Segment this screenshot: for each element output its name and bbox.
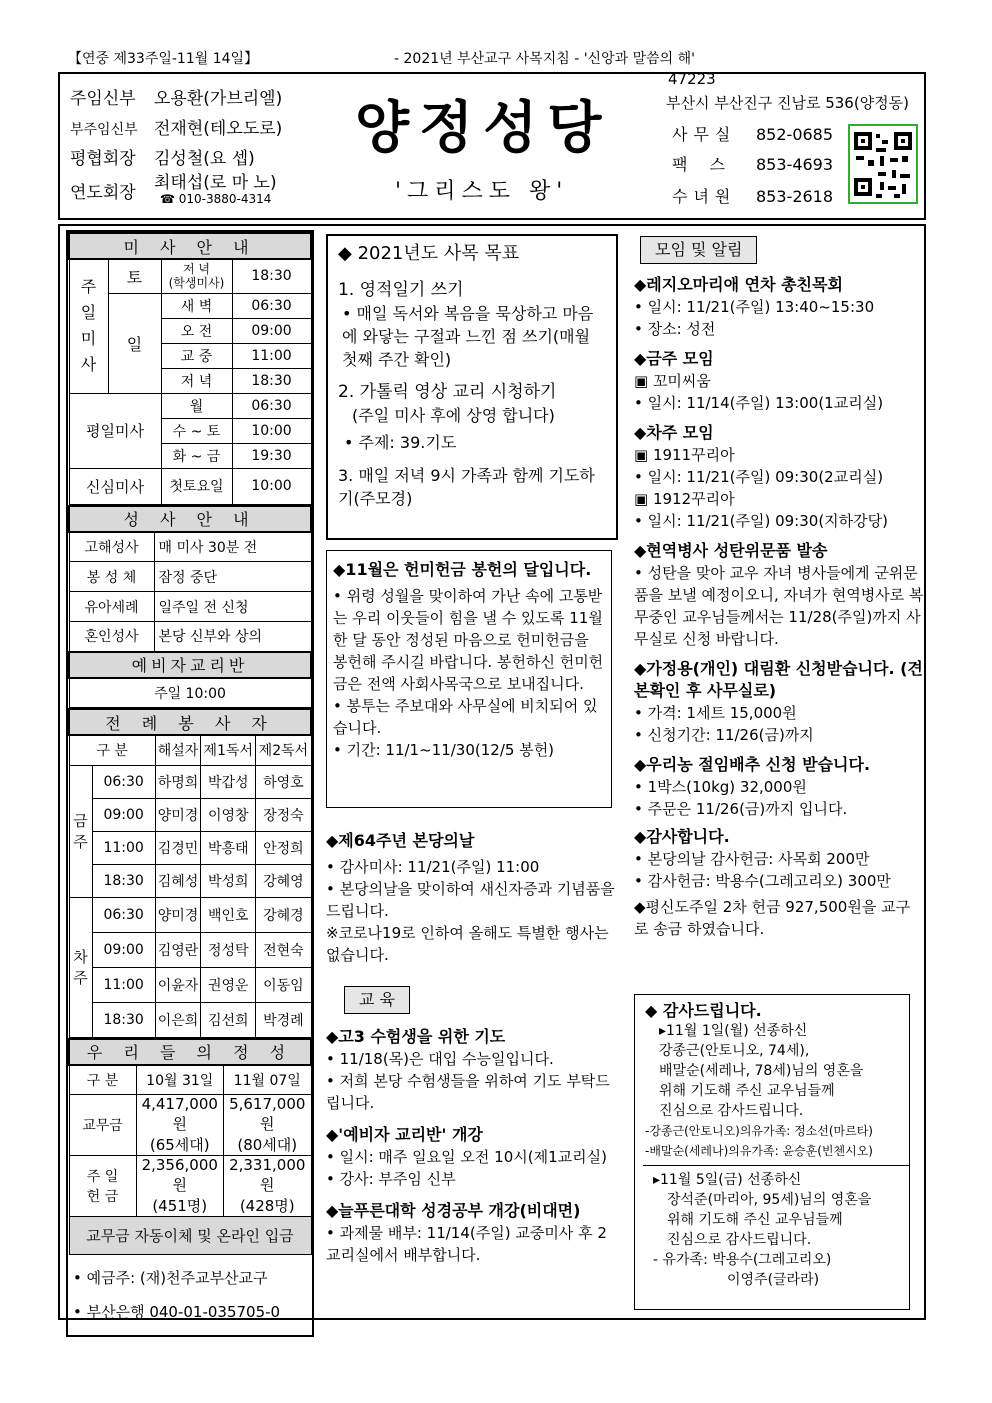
thanks-line: 배말순(세레나, 78세)님의 영혼을: [659, 1063, 864, 1079]
catechumen-time: 주일 10:00: [69, 678, 311, 708]
table-cell: 박경례: [256, 1002, 311, 1037]
mass-name: 새 벽: [161, 293, 232, 318]
notice-item: ▣ 1911꾸리아: [634, 446, 735, 464]
table-cell: 09:00: [92, 798, 155, 831]
col-header: 10월 31일: [136, 1065, 224, 1095]
servers-title: 전 례 봉 사 자: [69, 709, 311, 735]
edu-section-title: ◆고3 수험생을 위한 기도: [326, 1027, 506, 1046]
sacrament-name: 유아세례: [69, 592, 154, 622]
thanks-title: ◆ 감사드립니다.: [645, 1001, 762, 1020]
phone-number: ☎ 010-3880-4314: [160, 192, 272, 206]
thanks-line: 위해 기도해 주신 교우님들께: [667, 1212, 843, 1228]
devotion-mass-label: 신심미사: [69, 468, 161, 504]
table-cell: 이윤자: [155, 967, 200, 1002]
table-cell: 강혜경: [256, 897, 311, 932]
postcode: 47223: [668, 70, 716, 88]
thanks-line: 장석준(마리아, 95세)님의 영혼을: [667, 1192, 872, 1208]
notice-item: • 일시: 11/21(주일) 13:40~15:30: [634, 298, 875, 316]
col-header: 제2독서: [256, 735, 311, 765]
anniversary-item: ※코로나19로 인하여 올해도 특별한 행사는 없습니다.: [326, 924, 609, 964]
anniversary-item: • 감사미사: 11/21(주일) 11:00: [326, 858, 540, 876]
mass-time: 18:30: [232, 368, 311, 393]
table-cell: 김선희: [201, 1002, 256, 1037]
edu-section-title: ◆늘푸른대학 성경공부 개강(비대면): [326, 1201, 581, 1220]
mass-time: 10:00: [232, 468, 311, 504]
col-header: 11월 07일: [224, 1065, 312, 1095]
sacrament-info: 일주일 전 신청: [154, 592, 311, 622]
table-cell: 이영창: [201, 798, 256, 831]
goal-item: (주일 미사 후에 상영 합니다): [352, 406, 555, 425]
thanks-line: 강종근(안토니오, 74세),: [659, 1043, 810, 1059]
notice-item: • 감사헌금: 박용수(그레고리오) 300만: [634, 872, 891, 890]
notice-item: • 장소: 성전: [634, 320, 716, 338]
diocese-motto: - 2021년 부산교구 사목지침 - '신앙과 말씀의 해': [394, 51, 695, 67]
notice-title: ◆레지오마리애 연차 총친목회: [634, 275, 843, 294]
table-cell: 이동임: [256, 967, 311, 1002]
auto-transfer-title: 교무금 자동이체 및 온라인 입금: [69, 1217, 311, 1255]
contact-fax: 팩스 853-4693: [672, 155, 834, 174]
notice-item: • 본당의날 감사헌금: 사목회 200만: [634, 850, 870, 868]
table-cell: 박갑성: [201, 765, 256, 798]
mass-time: 19:30: [232, 443, 311, 468]
account-holder: • 예금주: (재)천주교부산교구: [73, 1269, 268, 1287]
pastoral-goals: [326, 234, 618, 540]
mass-name: 교 중: [161, 343, 232, 368]
notice-item: ◆평신도주일 2차 헌금 927,500원을 교구로 송금 하였습니다.: [634, 898, 911, 938]
bank-account[interactable]: • 부산은행 040-01-035705-0: [73, 1303, 281, 1321]
notice-item: • 일시: 11/14(주일) 13:00(1교리실): [634, 394, 884, 412]
thanks-second: [643, 1165, 909, 1294]
mass-name: 오 전: [161, 318, 232, 343]
sunday-label: 일: [108, 293, 161, 393]
notice-title: ◆현역병사 성탄위문품 발송: [634, 541, 828, 560]
notice-item: • 성탄을 맞아 교우 자녀 병사들에게 군위문품을 보낼 예정이오니, 자녀가 현역병사로 복무중인 교우님들께서는 11/28(주일)까지 사무실로 신청 바랍니다.: [634, 564, 924, 648]
sacrament-name: 혼인성사: [69, 622, 154, 652]
thanks-line: ▸11월 1일(월) 선종하신: [659, 1023, 808, 1039]
bank-info: [69, 1255, 311, 1336]
col-header: 해설자: [155, 735, 200, 765]
staff-yeondo-name: 최태섭(로 마 노): [154, 173, 277, 193]
table-cell: 09:00: [92, 932, 155, 967]
address: 부산시 부산진구 진남로 536(양정동): [666, 94, 910, 112]
table-cell: 하영호: [256, 765, 311, 798]
goal-item: 2. 가톨릭 영상 교리 시청하기: [338, 382, 557, 402]
table-cell: 박흥태: [201, 831, 256, 864]
notice-title: ◆감사합니다.: [634, 827, 730, 846]
anniversary-item: • 본당의날을 맞이하여 새신자증과 기념품을 드립니다.: [326, 880, 615, 920]
staff-assistant: 부주임신부 전재현(테오도로): [70, 119, 283, 139]
anniversary-section: [326, 830, 616, 966]
servers-table: [68, 708, 312, 1038]
mass-day: 월: [161, 393, 232, 418]
saturday-mass-name: 저 녁 (학생미사): [161, 259, 232, 293]
notice-item: • 주문은 11/26(금)까지 입니다.: [634, 800, 848, 818]
rice-offering-box: [326, 550, 612, 808]
sacrament-info: 매 미사 30분 전: [154, 532, 311, 562]
notice-title: ◆가정용(개인) 대림환 신청받습니다. (견본확인 후 사무실로): [634, 659, 923, 700]
table-cell: 하명희: [155, 765, 200, 798]
table-cell: 정성탁: [201, 932, 256, 967]
saturday-label: 토: [108, 259, 161, 293]
issue-date: 【연중 제33주일-11월 14일】: [68, 51, 259, 67]
notice-title: ◆차주 모임: [634, 423, 714, 442]
mass-time: 09:00: [232, 318, 311, 343]
contact-office: 사무실 852-0685: [672, 125, 834, 144]
table-cell: 2,356,000원 (451명): [136, 1156, 224, 1217]
edu-item: • 11/18(목)은 대입 수능일입니다.: [326, 1050, 554, 1068]
thanks-line: -강종근(안토니오)의유가족: 정소선(마르타): [645, 1124, 873, 1138]
sacrament-table: [68, 505, 312, 709]
table-cell: 김영란: [155, 932, 200, 967]
mass-title: 미 사 안 내: [69, 233, 311, 259]
thanks-line: 진심으로 감사드립니다.: [659, 1103, 804, 1119]
staff-pastor: 주임신부 오용환(가브리엘): [70, 89, 283, 109]
offering-table: [68, 1038, 312, 1336]
notice-item: • 신청기간: 11/26(금)까지: [634, 726, 814, 744]
goal-item: • 주제: 39.기도: [344, 433, 457, 452]
mass-day: 수 ~ 토: [161, 418, 232, 443]
weekday-mass-label: 평일미사: [69, 393, 161, 468]
thanks-line: - 유가족: 박용수(그레고리오): [653, 1252, 832, 1268]
left-column: [66, 230, 314, 1337]
thanks-first: [635, 995, 909, 1165]
table-cell: 양미경: [155, 798, 200, 831]
edu-item: • 과제물 배부: 11/14(주일) 교중미사 후 2교리실에서 배부합니다.: [326, 1224, 607, 1264]
thanks-line: 위해 기도해 주신 교우님들께: [659, 1083, 835, 1099]
notice-item: ▣ 1912꾸리아: [634, 490, 735, 508]
table-cell: 전현숙: [256, 932, 311, 967]
staff-yeondo: 연도회장: [70, 183, 136, 203]
staff-council: 평협회장 김성철(요 셉): [70, 149, 255, 169]
table-cell: 강혜영: [256, 864, 311, 897]
mass-day: 첫토요일: [161, 468, 232, 504]
thanks-box: [634, 994, 910, 1310]
mass-name: 저 녁: [161, 368, 232, 393]
contact-convent: 수녀원 853-2618: [672, 187, 834, 206]
table-cell: 양미경: [155, 897, 200, 932]
rice-item: • 기간: 11/1~11/30(12/5 봉헌): [333, 741, 555, 759]
table-cell: 18:30: [92, 1002, 155, 1037]
table-cell: 4,417,000원 (65세대): [136, 1095, 224, 1156]
edu-item: • 일시: 매주 일요일 오전 10시(제1교리실): [326, 1148, 607, 1166]
table-cell: 장정숙: [256, 798, 311, 831]
table-cell: 권영운: [201, 967, 256, 1002]
notices-tag: 모임 및 알림: [640, 236, 757, 264]
saturday-mass-time: 18:30: [232, 259, 311, 293]
thanks-line: -배말순(세레나)의유가족: 윤승훈(빈첸시오): [645, 1144, 873, 1158]
notice-title: ◆금주 모임: [634, 349, 714, 368]
sacrament-info: 본당 신부와 상의: [154, 622, 311, 652]
main-content: [58, 224, 926, 1320]
edu-section-title: ◆'예비자 교리반' 개강: [326, 1125, 483, 1144]
edu-item: • 강사: 부주임 신부: [326, 1170, 456, 1188]
mass-time: 11:00: [232, 343, 311, 368]
table-cell: 18:30: [92, 864, 155, 897]
feast-subtitle: '그리스도 왕': [395, 179, 569, 204]
table-cell: 11:00: [92, 967, 155, 1002]
education-tag: 교 육: [344, 986, 410, 1014]
mass-day: 화 ~ 금: [161, 443, 232, 468]
notices-section: [634, 236, 924, 940]
notice-item: • 가격: 1세트 15,000원: [634, 704, 797, 722]
church-title: 양정성당: [355, 95, 612, 161]
sunday-mass-label: 주 일 미 사: [69, 259, 108, 393]
sacrament-title: 성 사 안 내: [69, 506, 311, 532]
table-cell: 김혜성: [155, 864, 200, 897]
table-cell: 주 일 헌 금: [69, 1156, 136, 1217]
thanks-line: ▸11월 5일(금) 선종하신: [653, 1172, 802, 1188]
edu-item: • 저희 본당 수험생들을 위하여 기도 부탁드립니다.: [326, 1072, 610, 1112]
rice-item: • 봉투는 주보대와 사무실에 비치되어 있습니다.: [333, 697, 598, 737]
table-cell: 이은희: [155, 1002, 200, 1037]
thanks-line: 진심으로 감사드립니다.: [667, 1232, 812, 1248]
table-cell: 김경민: [155, 831, 200, 864]
col-header: 구 분: [69, 735, 155, 765]
sacrament-info: 잠정 중단: [154, 562, 311, 592]
table-cell: 안정희: [256, 831, 311, 864]
anniversary-title: ◆제64주년 본당의날: [326, 831, 475, 850]
header: [58, 72, 926, 220]
next-week-label: 차 주: [69, 897, 92, 1037]
mass-time: 06:30: [232, 393, 311, 418]
goal-item: 1. 영적일기 쓰기: [338, 280, 464, 300]
mass-table: [68, 232, 312, 505]
notice-item: • 일시: 11/21(주일) 09:30(2교리실): [634, 468, 884, 486]
notice-title: ◆우리농 절임배추 신청 받습니다.: [634, 755, 871, 774]
table-cell: 11:00: [92, 831, 155, 864]
col-header: 구 분: [69, 1065, 136, 1095]
mass-time: 10:00: [232, 418, 311, 443]
rice-title: ◆11월은 헌미헌금 봉헌의 달입니다.: [333, 560, 592, 579]
rice-item: • 위령 성월을 맞이하여 가난 속에 고통받는 우리 이웃들이 힘을 낼 수 있도록 11월 한 달 동안 정성된 마음으로 헌미헌금을 봉헌해 주시길 바랍니다. 봉헌하신 헌미헌금은 전액 사회사목국으로 보내집니다.: [333, 587, 604, 693]
table-cell: 06:30: [92, 765, 155, 798]
table-cell: 2,331,000원 (428명): [224, 1156, 312, 1217]
education-section: [326, 986, 616, 1266]
goal-item: • 매일 독서와 복음을 묵상하고 마음에 와닿는 구절과 느낀 점 쓰기(매월 첫째 주간 확인): [342, 304, 594, 369]
table-cell: 박성희: [201, 864, 256, 897]
catechumen-title: 예비자교리반: [69, 652, 311, 678]
sacrament-name: 봉 성 체: [69, 562, 154, 592]
notice-item: ▣ 꼬미씨움: [634, 372, 711, 390]
col-header: 제1독서: [201, 735, 256, 765]
thanks-line: 이영주(글라라): [727, 1272, 820, 1288]
goals-title: ◆ 2021년도 사목 목표: [338, 243, 520, 264]
table-cell: 5,617,000원 (80세대): [224, 1095, 312, 1156]
goal-item: 3. 매일 저녁 9시 가족과 함께 기도하기(주모경): [338, 466, 595, 508]
mass-time: 06:30: [232, 293, 311, 318]
qr-code-icon[interactable]: [848, 124, 918, 204]
table-cell: 06:30: [92, 897, 155, 932]
this-week-label: 금 주: [69, 765, 92, 897]
notice-item: • 1박스(10kg) 32,000원: [634, 778, 807, 796]
notice-item: • 일시: 11/21(주일) 09:30(지하강당): [634, 512, 888, 530]
sacrament-name: 고해성사: [69, 532, 154, 562]
table-cell: 백인호: [201, 897, 256, 932]
offering-title: 우 리 들 의 정 성: [69, 1039, 311, 1065]
table-cell: 교무금: [69, 1095, 136, 1156]
